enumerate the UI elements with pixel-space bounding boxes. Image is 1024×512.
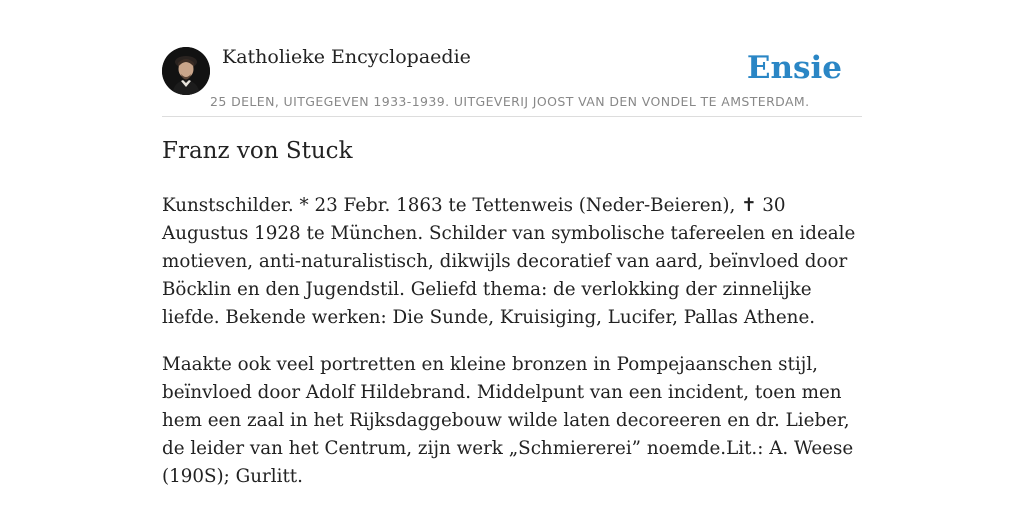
ensie-logo[interactable]: Ensie [746,50,842,86]
source-header [162,44,862,117]
entry-title: Franz von Stuck [162,138,353,164]
source-title[interactable]: Katholieke Encyclopaedie [222,46,471,68]
entry-paragraph: Kunstschilder. * 23 Febr. 1863 te Tettenweis (Neder-Beieren), ✝ 30 Augustus 1928 te München. Schilder van symbolische tafereelen en ideale motieven, anti-naturalistisch, dikwijls decoratief van aard, beïnvloed door Böcklin en den Jugendstil. Geliefd thema: de verlokking der zinnelijke liefde. Bekende werken: Die Sunde, Kruisiging, Lucifer, Pallas Athene. [162,195,856,328]
source-subtitle: 25 DELEN, UITGEGEVEN 1933-1939. UITGEVERIJ JOOST VAN DEN VONDEL TE AMSTERDAM. [210,94,810,109]
entry-paragraph: Maakte ook veel portretten en kleine bronzen in Pompejaanschen stijl, beïnvloed door Adolf Hildebrand. Middelpunt van een incident, toen men hem een zaal in het Rijksdaggebouw wilde laten decoreeren en dr. Lieber, de leider van het Centrum, zijn werk „Schmiererei” noemde.Lit.: A. Weese (190S); Gurlitt. [162,354,854,487]
portrait-avatar-icon[interactable] [162,47,210,95]
entry-body [162,192,867,510]
